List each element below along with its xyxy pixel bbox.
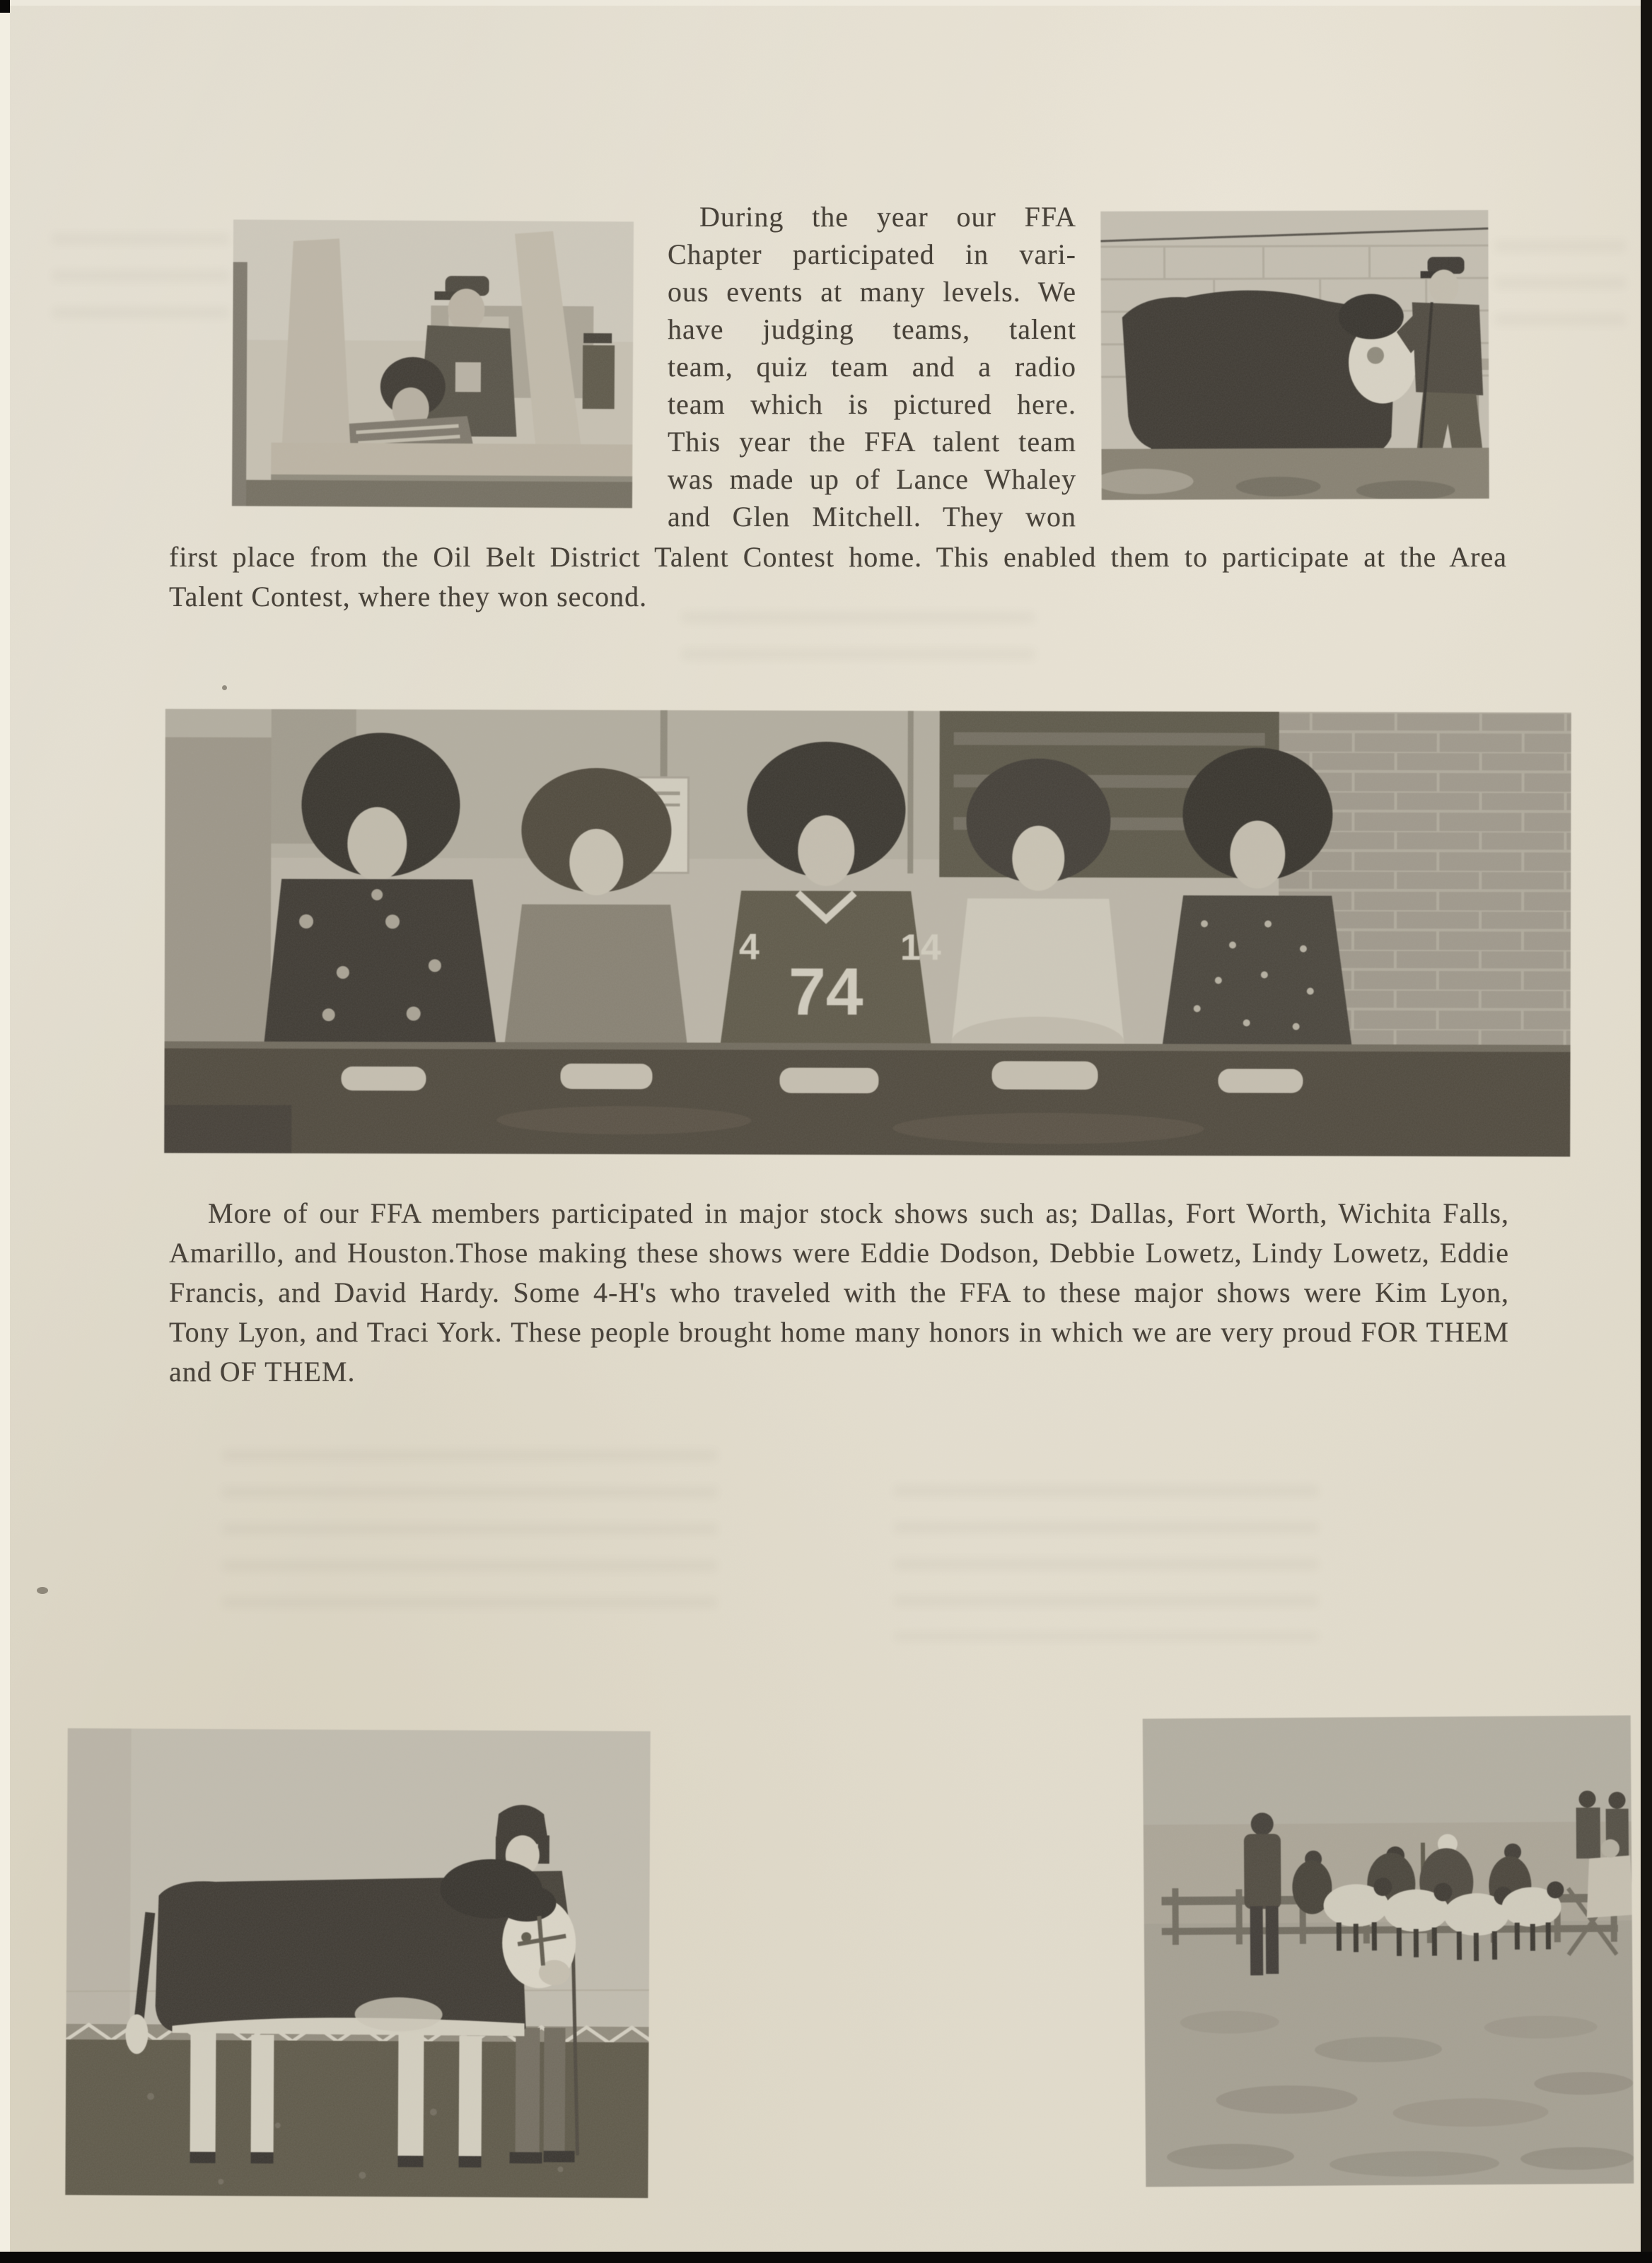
text-line: This year the FFA talent team: [668, 426, 1076, 458]
text-line: Amarillo, and Houston.Those making these shows were Eddie Dodson, Debbie Lowetz, Lindy Lowetz, Eddie: [169, 1237, 1509, 1269]
text-line: Tony Lyon, and Traci York. These people brought home many honors in which we are very proud FOR THEM: [169, 1316, 1509, 1348]
ink-bleed-smudge: [222, 1450, 717, 1634]
scan-edge-top: [10, 0, 1641, 6]
paragraph-continuation: [169, 537, 1507, 617]
paragraph-intro: [668, 198, 1076, 535]
text-line: team which is pictured here.: [668, 388, 1076, 420]
text-line: During the year our FFA: [699, 201, 1076, 233]
jersey-number-chest: 74: [788, 954, 863, 1030]
text-line: ous events at many levels. We: [668, 276, 1076, 308]
paper-speck: [37, 1587, 48, 1594]
photo-radio-team: [232, 220, 634, 508]
ink-bleed-smudge: [894, 1485, 1318, 1641]
photo-sheep-show: [1143, 1716, 1634, 2187]
photo-calf: [65, 1728, 650, 2198]
text-line: first place from the Oil Belt District Talent Contest home. This enabled them to participate at the Area: [169, 541, 1507, 573]
photo-team-table: [164, 709, 1571, 1156]
text-line: and Glen Mitchell. They won: [668, 501, 1076, 533]
text-line: Chapter participated in vari-: [668, 238, 1076, 270]
text-line: have judging teams, talent: [668, 313, 1076, 345]
text-line: Talent Contest, where they won second.: [169, 581, 648, 612]
scan-edge-left: [0, 0, 10, 2253]
paper-speck: [222, 685, 227, 690]
text-line: and OF THEM.: [169, 1356, 356, 1388]
text-line: Francis, and David Hardy. Some 4-H's who traveled with the FFA to these major shows were Kim Lyon,: [169, 1276, 1509, 1308]
scan-edge-right: [1641, 0, 1652, 2263]
ink-bleed-smudge: [1495, 240, 1626, 332]
scan-edge-bottom: [0, 2252, 1652, 2263]
text-line: More of our FFA members participated in major stock shows such as; Dallas, Fort Worth, Wichita Falls,: [208, 1197, 1509, 1229]
paragraph-stock-shows: [169, 1194, 1509, 1392]
text-line: team, quiz team and a radio: [668, 351, 1076, 383]
jersey-number-sleeve-left: 4: [738, 926, 760, 968]
ink-bleed-smudge: [682, 612, 1035, 672]
photo-talent-steer: [1100, 210, 1489, 500]
text-line: was made up of Lance Whaley: [668, 463, 1076, 495]
paper-background: [10, 0, 1642, 2253]
jersey-number-sleeve-right: 14: [900, 927, 941, 969]
scan-corner-mark: [0, 0, 10, 13]
ink-bleed-smudge: [52, 233, 229, 339]
